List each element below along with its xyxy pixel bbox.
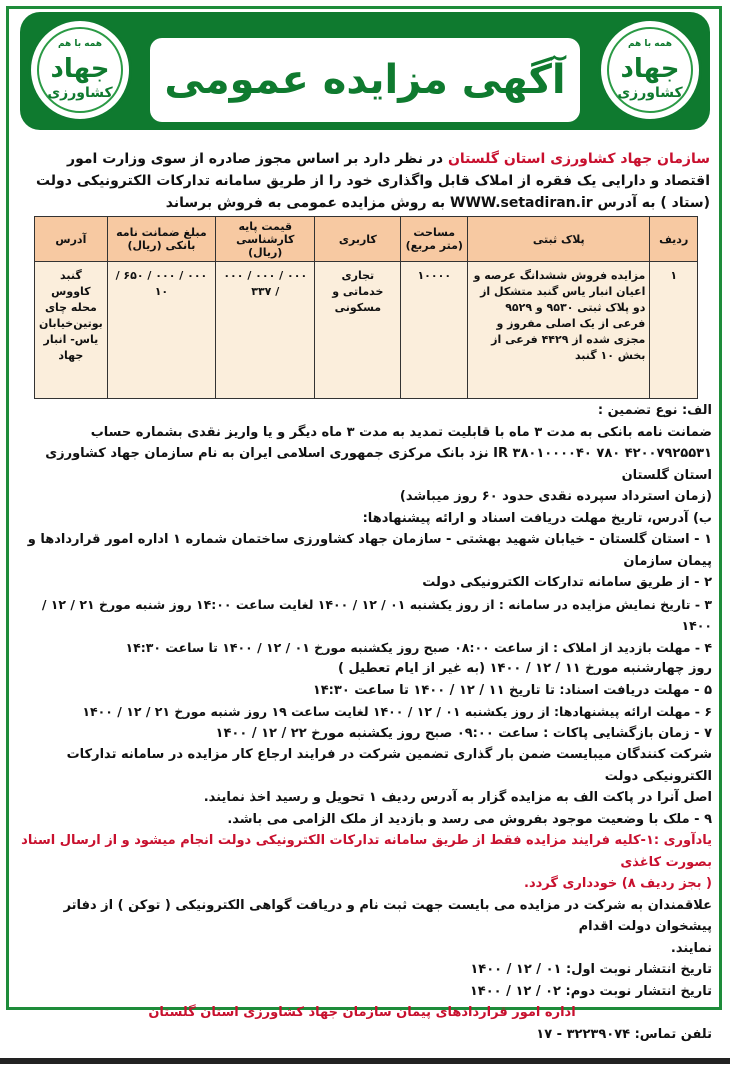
col-row-no: ردیف	[650, 217, 698, 262]
logo-main: جهاد	[620, 54, 680, 84]
jahad-logo-left	[28, 18, 132, 122]
section-b-item: ۳ - تاریخ نمایش مزایده در سامانه : از روز یکشنبه ۰۱ / ۱۲ / ۱۴۰۰ لغایت ساعت ۱۴:۰۰ روز شنبه مورخ ۲۱ / ۱۲ / ۱۴۰۰	[41, 596, 712, 633]
col-area: مساحت (متر مربع)	[401, 217, 468, 262]
page-title: آگهی مزایده عمومی	[150, 38, 580, 122]
section-b-item: روز چهارشنبه مورخ ۱۱ / ۱۲ / ۱۴۰۰ (به غیر از ایام تعطیل )	[338, 661, 712, 676]
signature-org: اداره امور قراردادهای پیمان سازمان جهاد کشاورزی استان گلستان	[148, 1005, 576, 1020]
table-row	[35, 262, 698, 399]
cell-guarantee: ۰۰۰ / ۰۰۰ / ۶۵۰ / ۱۰	[107, 262, 215, 399]
cell-row-no: ۱	[650, 262, 698, 399]
publish-date-1: تاریخ انتشار نوبت اول: ۰۱ / ۱۲ / ۱۴۰۰	[470, 962, 712, 977]
org-name: سازمان جهاد کشاورزی استان گلستان	[447, 151, 710, 167]
cell-price: ۰۰۰ / ۰۰۰ / ۰۰۰ / ۳۳۷	[216, 262, 315, 399]
col-plate: پلاک ثبتی	[468, 217, 650, 262]
setad-url[interactable]: WWW.setadiran.ir	[450, 195, 593, 211]
logo-tag: همه با هم	[627, 39, 673, 49]
col-guarantee: مبلغ ضمانت نامه بانکی (ریال)	[107, 217, 215, 262]
section-b-item: ۷ - زمان بازگشایی پاکات : ساعت ۰۹:۰۰ صبح روز یکشنبه مورخ ۲۲ / ۱۲ / ۱۴۰۰	[215, 725, 712, 741]
logo-sub: کشاورزی	[47, 85, 113, 101]
token-note: علاقمندان به شرکت در مزایده می بایست جهت ثبت نام و دریافت گواهی الکترونیکی ( توکن ) از دفاتر پیشخوان دولت اقدام	[63, 897, 712, 934]
section-b-title: ب) آدرس، تاریخ مهلت دریافت اسناد و ارائه پیشنهادها:	[362, 510, 712, 526]
intro-paragraph	[20, 148, 710, 214]
section-b-item: ۲ - از طریق سامانه تدارکات الکترونیکی دولت	[422, 575, 712, 590]
col-price: قیمت پایه کارشناسی (ریال)	[216, 217, 315, 262]
intro-text-2: به روش مزایده عمومی به فروش برساند	[165, 195, 451, 211]
reminder-note: ( بجز ردیف ۸) خودداری گردد.	[524, 876, 712, 891]
auction-table	[34, 216, 698, 399]
bottom-rule	[0, 1058, 730, 1064]
section-b-item: ۹ - ملک با وضعیت موجود بفروش می رسد و بازدید از ملک الزامی می باشد.	[227, 811, 712, 827]
account-number: IR ۳۸۰۱۰۰۰۰۴۰ ۷۸۰ ۴۲۰۰۷۹۲۵۵۳۱ نزد بانک مرکزی جمهوری اسلامی ایران به نام سازمان جهاد کشاورزی استان گلستان	[45, 446, 712, 483]
section-a-title: الف: نوع تضمین :	[597, 403, 712, 418]
cell-plate: مزایده فروش ششدانگ عرصه و اعیان انبار یاس گنبد متشکل از دو پلاک ثبتی ۹۵۳۰ و ۹۵۲۹ فرعی از یک اصلی مفروز و مجزی شده از ۴۴۲۹ فرعی از بخش ۱۰ گنبد	[468, 262, 650, 399]
logo-main: جهاد	[50, 54, 110, 84]
cell-usage: تجاری خدماتی و مسکونی	[315, 262, 401, 399]
section-b-item: ۴ - مهلت بازدید از املاک : از ساعت ۰۸:۰۰ صبح روز یکشنبه مورخ ۰۱ / ۱۲ / ۱۴۰۰ تا ساعت ۱۴:۳۰	[125, 639, 712, 655]
section-a-line: ضمانت نامه بانکی به مدت ۳ ماه با قابلیت تمدید به مدت ۳ ماه دیگر و یا واریز نقدی بشماره حساب	[90, 424, 712, 440]
cell-address: گنبد کاووس محله چای بوتین‌خیابان یاس- انبار جهاد	[35, 262, 108, 399]
phone-number: تلفن تماس: ۳۲۲۳۹۰۷۴ - ۱۷	[536, 1026, 712, 1042]
intro-text-1: در نظر دارد بر اساس مجوز صادره از سوی وزارت امور اقتصاد و دارایی یک فقره از املاک قابل واگذاری خود را از طریق سامانه تدارکات الکترونیکی دولت (ستاد ) به آدرس	[35, 151, 710, 211]
jahad-logo-right	[598, 18, 702, 122]
header-banner	[20, 12, 710, 130]
section-b-item: ۶ - مهلت ارائه پیشنهادها: از روز یکشنبه ۰۱ / ۱۲ / ۱۴۰۰ لغایت ساعت ۱۹ روز شنبه مورخ ۲۱ / ۱۲ / ۱۴۰۰	[82, 704, 712, 719]
col-usage: کاربری	[315, 217, 401, 262]
col-address: آدرس	[35, 217, 108, 262]
participants-note: شرکت کنندگان میبایست ضمن بار گذاری تضمین شرکت در فرایند ارجاع کار مزایده در سامانه تدارکات الکترونیکی دولت	[66, 747, 712, 784]
cell-area: ۱۰۰۰۰	[401, 262, 468, 399]
section-b-item: ۱ - استان گلستان - خیابان شهید بهشتی - سازمان جهاد کشاورزی ساختمان شماره ۱ اداره امور قراردادها و پیمان سازمان	[27, 532, 712, 569]
section-a-line: (زمان استرداد سپرده نقدی حدود ۶۰ روز میباشد)	[399, 489, 712, 504]
logo-sub: کشاورزی	[617, 85, 683, 101]
token-note: نمایند.	[670, 940, 712, 956]
reminder-note: یادآوری :۱-کلیه فرایند مزایده فقط از طریق سامانه تدارکات الکترونیکی دولت انجام میشود و از ارسال اسناد بصورت کاغذی	[21, 833, 712, 870]
participants-note: اصل آنرا در پاکت الف به مزایده گزار به آدرس ردیف ۱ تحویل و رسید اخذ نمایند.	[203, 790, 712, 805]
ad-body	[12, 400, 712, 1045]
publish-date-2: تاریخ انتشار نوبت دوم: ۰۲ / ۱۲ / ۱۴۰۰	[469, 983, 712, 999]
section-b-item: ۵ - مهلت دریافت اسناد: تا تاریخ ۱۱ / ۱۲ / ۱۴۰۰ تا ساعت ۱۴:۳۰	[312, 682, 712, 698]
table-header-row	[35, 217, 698, 262]
logo-tag: همه با هم	[57, 39, 103, 49]
